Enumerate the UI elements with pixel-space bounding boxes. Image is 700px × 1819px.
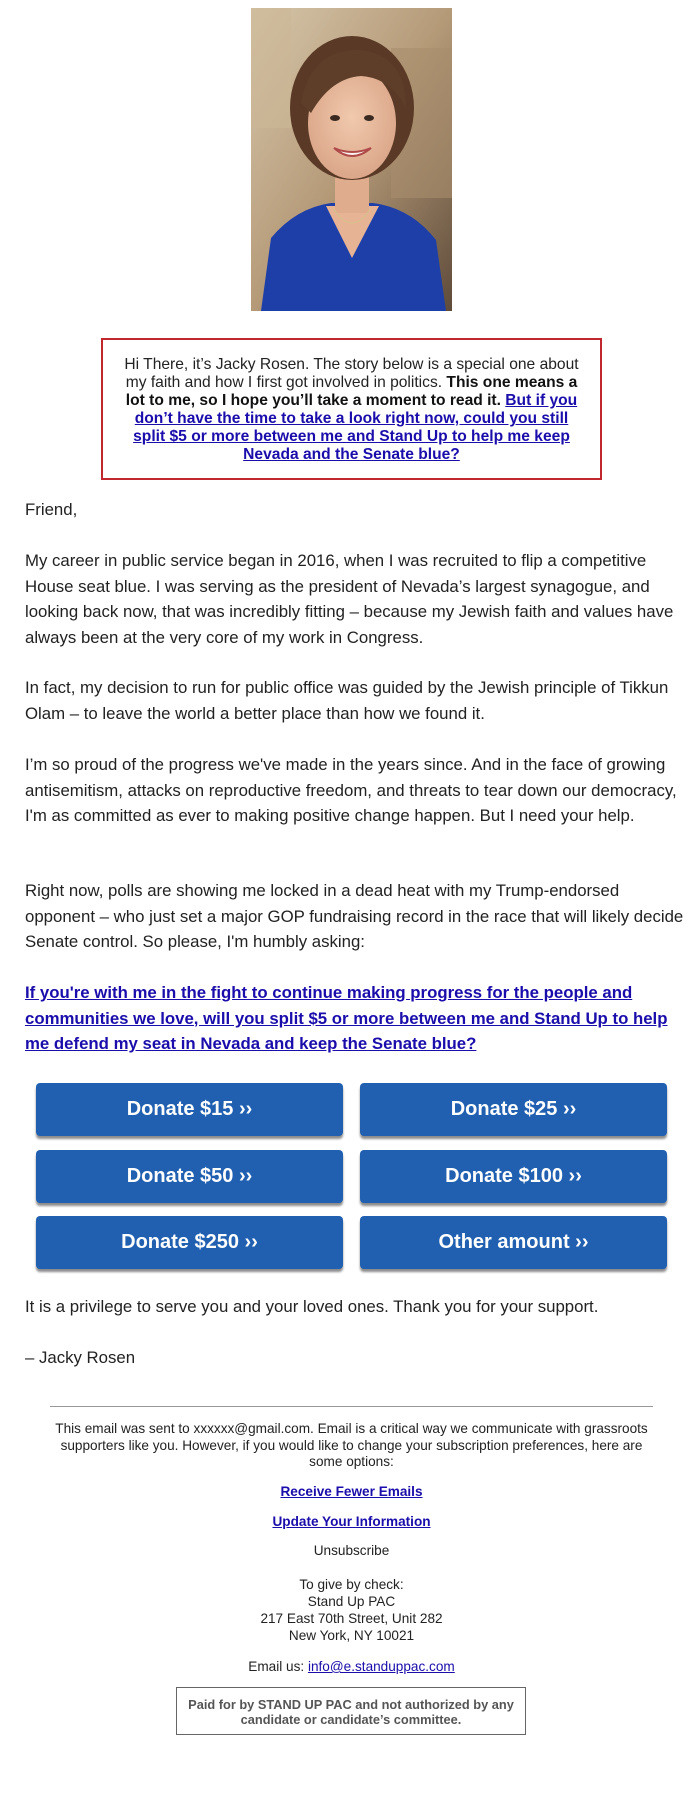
callout-bold-text: This one means a lot to me, so I hope you’ll take a moment to read it. [125, 374, 578, 409]
paragraph-tikkun-olam: In fact, my decision to run for public office was guided by the Jewish principle of Tikkun Olam – to leave the world a better place than how we found it. [25, 678, 669, 723]
check-label: To give by check: [299, 1577, 404, 1592]
donate-100-button[interactable]: Donate $100 ›› [360, 1150, 667, 1203]
intro-callout-box [101, 338, 602, 480]
email-us-label: Email us: [248, 1659, 305, 1674]
paragraph-polls: Right now, polls are showing me locked in a dead heat with my Trump-endorsed opponent – who just set a major GOP fundraising record in the race that will likely decide Senate control. So please, I'm humbly asking: [25, 881, 684, 952]
cta-donate-link[interactable]: If you're with me in the fight to continue making progress for the people and communities we love, will you split $5 or more between me and Stand Up to help me defend my seat in Nevada and keep the Senate blue? [25, 983, 668, 1054]
check-street-address: 217 East 70th Street, Unit 282 [260, 1611, 443, 1626]
contact-email-link[interactable]: info@e.standuppac.com [307, 1659, 455, 1674]
check-org-name: Stand Up PAC [307, 1594, 396, 1609]
cta-paragraph [25, 980, 685, 1057]
portrait-photo [251, 8, 452, 311]
paid-for-disclaimer-box [176, 1687, 526, 1735]
greeting: Friend, [25, 500, 78, 519]
footer-update-info-row [50, 1514, 653, 1531]
thanks-paragraph: It is a privilege to serve you and your loved ones. Thank you for your support. [25, 1297, 599, 1316]
email-us-row [50, 1659, 653, 1676]
callout-intro-text: Hi There, it’s Jacky Rosen. The story below is a special one about my faith and how I first got involved in politics. [124, 356, 579, 391]
footer-notice: This email was sent to xxxxxx@gmail.com. Email is a critical way we communicate with grassroots supporters like you. However, if you would like to change your subscription preferences, here are some options: [55, 1421, 648, 1469]
paid-for-disclaimer-text: Paid for by STAND UP PAC and not authorized by any candidate or candidate’s committee. [188, 1697, 514, 1727]
donate-25-button[interactable]: Donate $25 ›› [360, 1083, 667, 1136]
check-city-address: New York, NY 10021 [288, 1628, 415, 1643]
update-information-link[interactable]: Update Your Information [272, 1514, 431, 1529]
footer-fewer-emails-row [50, 1484, 653, 1501]
callout-donate-link[interactable]: But if you don’t have the time to take a look right now, could you still split $5 or more between me and Stand Up to help me keep Nevada and the Senate blue? [133, 392, 578, 463]
donate-50-button[interactable]: Donate $50 ›› [36, 1150, 343, 1203]
other-amount-button[interactable]: Other amount ›› [360, 1216, 667, 1269]
paragraph-career: My career in public service began in 2016, when I was recruited to flip a competitive House seat blue. I was serving as the president of Nevada’s largest synagogue, and looking back now, that was incredibly fitting – because my Jewish faith and values have always been at the very core of my work in Congress. [25, 551, 674, 647]
paragraph-progress: I’m so proud of the progress we've made in the years since. And in the face of growing antisemitism, attacks on reproductive freedom, and threats to tear down our democracy, I'm as committed as ever to making positive change happen. But I need your help. [25, 755, 677, 826]
receive-fewer-emails-link[interactable]: Receive Fewer Emails [280, 1484, 423, 1499]
footer-divider [50, 1406, 653, 1407]
portrait-illustration [251, 8, 452, 311]
unsubscribe-link[interactable]: Unsubscribe [313, 1543, 390, 1558]
signoff: – Jacky Rosen [25, 1348, 136, 1367]
donate-250-button[interactable]: Donate $250 ›› [36, 1216, 343, 1269]
donate-15-button[interactable]: Donate $15 ›› [36, 1083, 343, 1136]
